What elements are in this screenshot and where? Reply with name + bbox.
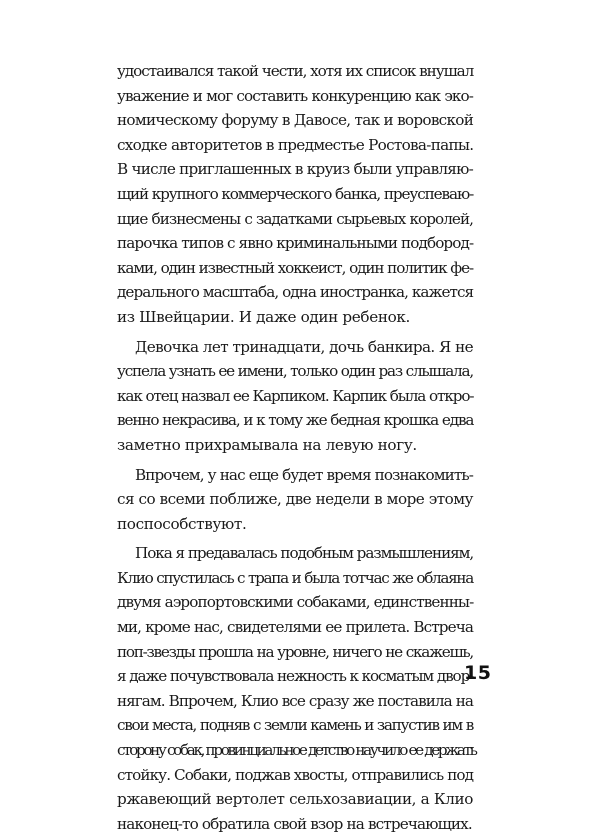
- text-line: щий крупного коммерческого банка, преуспеваю-: [117, 184, 474, 203]
- text-line: дерального масштаба, одна иностранка, кажется: [117, 283, 474, 302]
- text-line: сходке авторитетов в предместье Ростова-папы.: [117, 135, 474, 154]
- body-text: [117, 59, 476, 836]
- text-line: сторону собак, провинциальное детство научило ее держать: [117, 741, 476, 760]
- text-line: Клио спустилась с трапа и была тотчас же облаяна: [117, 568, 473, 587]
- paragraph: [117, 59, 473, 330]
- text-line: двумя аэропортовскими собаками, единственны-: [117, 593, 474, 612]
- text-line: из Швейцарии. И даже один ребенок.: [117, 307, 411, 326]
- text-line: заметно прихрамывала на левую ногу.: [117, 435, 417, 454]
- text-line: парочка типов с явно криминальными подбород-: [117, 234, 474, 253]
- text-line: Впрочем, у нас еще будет время познакомить-: [135, 465, 473, 484]
- text-line: ржавеющий вертолет сельхозавиации, а Клио: [117, 790, 473, 809]
- text-line: стойку. Собаки, поджав хвосты, отправились под: [117, 765, 474, 784]
- text-line: ками, один известный хоккеист, один политик фе-: [117, 258, 473, 277]
- text-line: удостаивался такой чести, хотя их список внушал: [117, 62, 474, 80]
- paragraph: [117, 541, 476, 836]
- text-line: ся со всеми поближе, две недели в море этому: [117, 490, 473, 509]
- paragraph: [117, 463, 473, 537]
- text-line: Пока я предавалась подобным размышлениям,: [135, 544, 474, 563]
- text-line: я даже почувствовала нежность к косматым двор-: [117, 667, 474, 686]
- text-line: свои места, подняв с земли камень и запустив им в: [117, 716, 473, 735]
- text-line: наконец-то обратила свой взор на встречающих.: [117, 814, 472, 833]
- page-number: 15: [464, 662, 492, 684]
- text-line: поп-звезды прошла на уровне, ничего не скажешь,: [117, 642, 473, 661]
- text-line: как отец назвал ее Карпиком. Карпик была откро-: [117, 386, 474, 405]
- text-line: уважение и мог составить конкуренцию как эко-: [117, 86, 473, 105]
- text-line: щие бизнесмены с задатками сырьевых королей,: [117, 209, 473, 228]
- text-line: ми, кроме нас, свидетелями ее прилета. Встреча: [117, 618, 473, 637]
- paragraph: [117, 335, 473, 458]
- text-line: успела узнать ее имени, только один раз слышала,: [117, 362, 473, 381]
- text-line: В числе приглашенных в круиз были управляю-: [117, 160, 473, 179]
- text-line: поспособствуют.: [117, 514, 247, 533]
- text-line: венно некрасива, и к тому же бедная крошка едва: [117, 411, 474, 430]
- text-line: Девочка лет тринадцати, дочь банкира. Я не: [135, 337, 473, 356]
- text-line: нягам. Впрочем, Клио все сразу же поставила на: [117, 691, 473, 710]
- text-line: номическому форуму в Давосе, так и воровской: [117, 111, 474, 130]
